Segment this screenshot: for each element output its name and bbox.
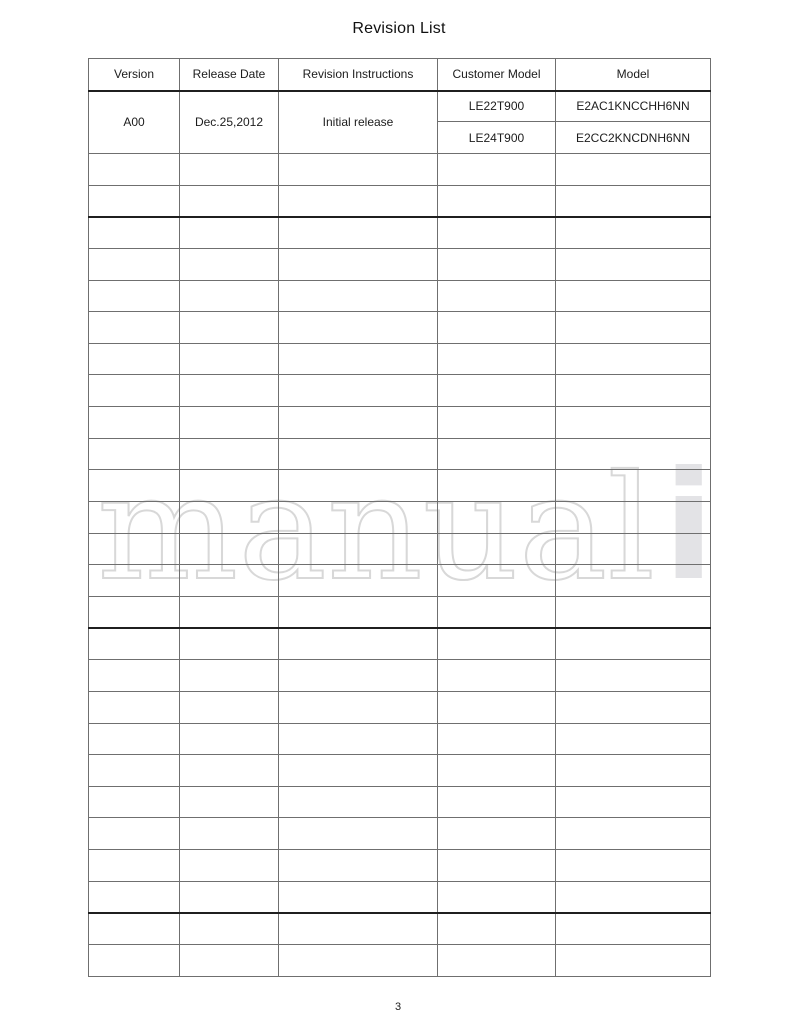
empty-cell: [89, 596, 180, 628]
empty-cell: [279, 628, 438, 660]
empty-cell: [556, 723, 711, 755]
empty-cell: [89, 470, 180, 502]
empty-cell: [180, 660, 279, 692]
empty-cell: [89, 217, 180, 249]
empty-cell: [438, 691, 556, 723]
revision-instructions-cell: Initial release: [279, 91, 438, 154]
empty-cell: [556, 185, 711, 217]
empty-cell: [556, 786, 711, 818]
empty-cell: [438, 470, 556, 502]
empty-row: [89, 628, 711, 660]
empty-cell: [89, 818, 180, 850]
empty-cell: [89, 660, 180, 692]
version-cell: A00: [89, 91, 180, 154]
empty-cell: [556, 818, 711, 850]
empty-cell: [89, 945, 180, 977]
empty-cell: [438, 280, 556, 312]
empty-cell: [556, 154, 711, 186]
empty-cell: [89, 343, 180, 375]
empty-cell: [89, 312, 180, 344]
empty-cell: [556, 850, 711, 882]
empty-cell: [438, 343, 556, 375]
model-cell: E2AC1KNCCHH6NN: [556, 91, 711, 122]
empty-cell: [279, 502, 438, 534]
empty-cell: [438, 375, 556, 407]
empty-cell: [438, 217, 556, 249]
empty-cell: [180, 850, 279, 882]
empty-cell: [556, 470, 711, 502]
empty-cell: [438, 755, 556, 787]
empty-row: [89, 596, 711, 628]
page-title: Revision List: [352, 20, 446, 37]
empty-cell: [556, 407, 711, 439]
empty-cell: [279, 185, 438, 217]
empty-cell: [89, 185, 180, 217]
empty-cell: [180, 280, 279, 312]
empty-row: [89, 248, 711, 280]
empty-cell: [556, 217, 711, 249]
empty-row: [89, 312, 711, 344]
empty-cell: [279, 375, 438, 407]
column-header-release-date: Release Date: [180, 59, 279, 91]
empty-cell: [180, 786, 279, 818]
empty-cell: [180, 312, 279, 344]
empty-row: [89, 185, 711, 217]
model-cell: E2CC2KNCDNH6NN: [556, 122, 711, 154]
empty-cell: [438, 502, 556, 534]
empty-cell: [180, 818, 279, 850]
empty-cell: [180, 755, 279, 787]
empty-cell: [279, 945, 438, 977]
empty-cell: [279, 438, 438, 470]
empty-cell: [89, 502, 180, 534]
empty-cell: [279, 913, 438, 945]
empty-cell: [180, 185, 279, 217]
empty-cell: [556, 438, 711, 470]
empty-cell: [89, 375, 180, 407]
empty-cell: [89, 248, 180, 280]
empty-cell: [556, 280, 711, 312]
revision-list-table: [88, 58, 711, 977]
empty-cell: [89, 786, 180, 818]
empty-cell: [438, 533, 556, 565]
empty-row: [89, 375, 711, 407]
table-body: [89, 91, 711, 977]
empty-cell: [180, 248, 279, 280]
empty-row: [89, 502, 711, 534]
empty-cell: [180, 881, 279, 913]
empty-cell: [438, 628, 556, 660]
empty-cell: [438, 850, 556, 882]
empty-cell: [438, 185, 556, 217]
empty-cell: [180, 375, 279, 407]
column-header-model: Model: [556, 59, 711, 91]
empty-row: [89, 818, 711, 850]
empty-cell: [89, 565, 180, 597]
release-date-cell: Dec.25,2012: [180, 91, 279, 154]
empty-cell: [180, 438, 279, 470]
empty-cell: [438, 312, 556, 344]
empty-cell: [556, 375, 711, 407]
empty-cell: [438, 596, 556, 628]
empty-row: [89, 786, 711, 818]
empty-cell: [438, 881, 556, 913]
empty-cell: [279, 596, 438, 628]
empty-cell: [279, 723, 438, 755]
empty-cell: [180, 628, 279, 660]
empty-row: [89, 691, 711, 723]
empty-cell: [438, 154, 556, 186]
empty-row: [89, 343, 711, 375]
empty-cell: [279, 280, 438, 312]
empty-cell: [556, 913, 711, 945]
empty-cell: [180, 565, 279, 597]
empty-cell: [556, 755, 711, 787]
empty-cell: [180, 533, 279, 565]
empty-cell: [279, 407, 438, 439]
empty-cell: [279, 248, 438, 280]
empty-cell: [438, 786, 556, 818]
empty-row: [89, 913, 711, 945]
column-header-version: Version: [89, 59, 180, 91]
empty-cell: [89, 533, 180, 565]
empty-row: [89, 881, 711, 913]
revision-row: [89, 91, 711, 122]
empty-cell: [89, 438, 180, 470]
column-header-revision-instructions: Revision Instructions: [279, 59, 438, 91]
empty-cell: [89, 280, 180, 312]
watermark-outline-text: manual: [97, 444, 655, 613]
empty-cell: [180, 470, 279, 502]
empty-row: [89, 723, 711, 755]
empty-cell: [180, 945, 279, 977]
empty-cell: [279, 881, 438, 913]
empty-cell: [180, 343, 279, 375]
empty-row: [89, 660, 711, 692]
empty-cell: [180, 154, 279, 186]
empty-cell: [556, 502, 711, 534]
empty-cell: [279, 565, 438, 597]
empty-cell: [89, 154, 180, 186]
empty-cell: [180, 407, 279, 439]
empty-cell: [89, 691, 180, 723]
empty-cell: [556, 565, 711, 597]
empty-cell: [180, 723, 279, 755]
empty-cell: [89, 881, 180, 913]
empty-cell: [438, 945, 556, 977]
empty-cell: [89, 723, 180, 755]
empty-cell: [89, 407, 180, 439]
empty-cell: [556, 945, 711, 977]
empty-cell: [279, 217, 438, 249]
table-header-row: [89, 59, 711, 91]
customer-model-cell: LE24T900: [438, 122, 556, 154]
empty-cell: [556, 881, 711, 913]
empty-cell: [279, 786, 438, 818]
empty-cell: [89, 850, 180, 882]
empty-cell: [438, 660, 556, 692]
empty-row: [89, 438, 711, 470]
watermark-solid-letter-i: i: [663, 440, 715, 614]
empty-cell: [438, 723, 556, 755]
empty-row: [89, 217, 711, 249]
empty-cell: [556, 660, 711, 692]
empty-cell: [556, 248, 711, 280]
empty-cell: [89, 913, 180, 945]
empty-cell: [279, 850, 438, 882]
empty-cell: [556, 533, 711, 565]
empty-cell: [180, 596, 279, 628]
empty-row: [89, 154, 711, 186]
empty-row: [89, 470, 711, 502]
empty-cell: [180, 913, 279, 945]
column-header-customer-model: Customer Model: [438, 59, 556, 91]
empty-row: [89, 407, 711, 439]
empty-cell: [279, 660, 438, 692]
empty-cell: [279, 691, 438, 723]
empty-cell: [180, 502, 279, 534]
empty-cell: [556, 343, 711, 375]
empty-cell: [279, 818, 438, 850]
empty-cell: [180, 217, 279, 249]
empty-cell: [279, 343, 438, 375]
empty-cell: [279, 755, 438, 787]
empty-row: [89, 945, 711, 977]
empty-cell: [556, 596, 711, 628]
empty-row: [89, 565, 711, 597]
empty-cell: [279, 312, 438, 344]
empty-cell: [279, 533, 438, 565]
empty-row: [89, 850, 711, 882]
empty-cell: [438, 565, 556, 597]
empty-cell: [438, 913, 556, 945]
empty-cell: [180, 691, 279, 723]
empty-cell: [279, 154, 438, 186]
empty-cell: [556, 628, 711, 660]
empty-cell: [438, 438, 556, 470]
empty-row: [89, 755, 711, 787]
empty-cell: [556, 312, 711, 344]
empty-cell: [438, 248, 556, 280]
empty-cell: [279, 470, 438, 502]
empty-row: [89, 533, 711, 565]
empty-row: [89, 280, 711, 312]
empty-cell: [438, 818, 556, 850]
empty-cell: [89, 628, 180, 660]
page-number: 3: [394, 1001, 402, 1013]
empty-cell: [89, 755, 180, 787]
empty-cell: [438, 407, 556, 439]
customer-model-cell: LE22T900: [438, 91, 556, 122]
empty-cell: [556, 691, 711, 723]
